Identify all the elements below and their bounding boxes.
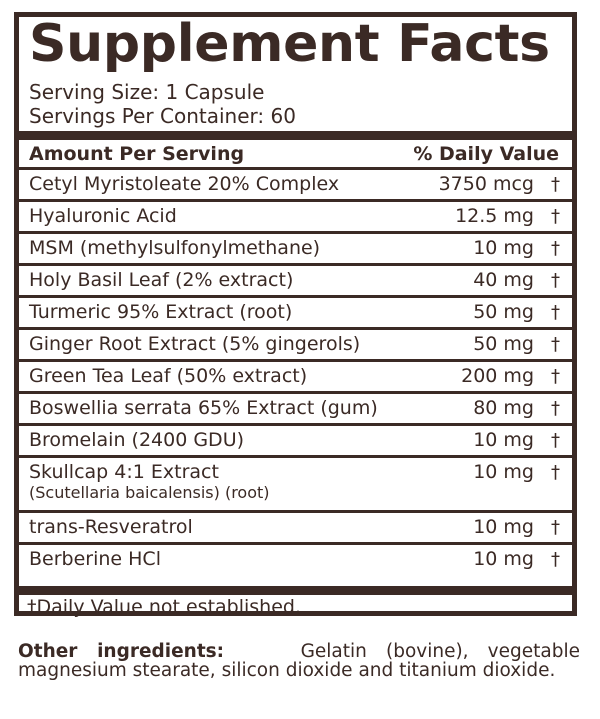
ingredient-amount: 3750 mcg <box>438 173 534 195</box>
ingredient-subtitle: (Scutellaria baicalensis) (root) <box>29 483 270 502</box>
thick-divider-bottom <box>19 586 572 595</box>
ingredient-amount: 10 mg <box>473 548 534 570</box>
dagger-icon: † <box>551 430 560 451</box>
ingredient-name: trans-Resveratrol <box>29 516 193 538</box>
amount-per-serving-header: Amount Per Serving <box>29 143 245 165</box>
table-row <box>19 513 572 545</box>
dagger-icon: † <box>551 206 560 227</box>
table-row <box>19 394 572 426</box>
ingredient-amount: 80 mg <box>473 397 534 419</box>
ingredient-name: Cetyl Myristoleate 20% Complex <box>29 173 340 195</box>
ingredient-amount: 10 mg <box>473 516 534 538</box>
ingredient-table <box>19 170 572 577</box>
table-row <box>19 330 572 362</box>
ingredient-name: Ginger Root Extract (5% gingerols) <box>29 333 361 355</box>
table-header <box>19 140 572 170</box>
ingredient-amount: 10 mg <box>473 429 534 451</box>
ingredient-name: MSM (methylsulfonylmethane) <box>29 237 321 259</box>
dagger-icon: † <box>551 398 560 419</box>
dagger-icon: † <box>551 174 560 195</box>
ingredient-amount: 200 mg <box>461 365 534 387</box>
dagger-icon: † <box>551 270 560 291</box>
table-row <box>19 298 572 330</box>
other-ingredients <box>18 642 580 680</box>
ingredient-amount: 12.5 mg <box>455 205 534 227</box>
serving-size: Serving Size: 1 Capsule <box>29 80 265 104</box>
other-ingredients-label: Other ingredients: <box>18 641 225 662</box>
table-row <box>19 362 572 394</box>
dagger-icon: † <box>551 334 560 355</box>
table-row <box>19 545 572 577</box>
dagger-icon: † <box>551 366 560 387</box>
ingredient-name: Turmeric 95% Extract (root) <box>29 301 293 323</box>
thick-divider <box>19 131 572 140</box>
ingredient-name: Hyaluronic Acid <box>29 205 177 227</box>
ingredient-name: Boswellia serrata 65% Extract (gum) <box>29 397 378 419</box>
servings-per-container: Servings Per Container: 60 <box>29 104 296 128</box>
ingredient-name: Bromelain (2400 GDU) <box>29 429 245 451</box>
ingredient-amount: 10 mg <box>473 237 534 259</box>
dagger-icon: † <box>551 302 560 323</box>
ingredient-amount: 50 mg <box>473 333 534 355</box>
ingredient-amount: 40 mg <box>473 269 534 291</box>
panel-title: Supplement Facts <box>29 14 550 74</box>
dagger-icon: † <box>551 549 560 570</box>
daily-value-header: % Daily Value <box>413 143 559 165</box>
table-row <box>19 234 572 266</box>
ingredient-name: Berberine HCl <box>29 548 161 570</box>
ingredient-name: Holy Basil Leaf (2% extract) <box>29 269 294 291</box>
other-ingredients-text: Gelatin (bovine), vegetable magnesium stearate, silicon dioxide and titanium dioxide. <box>18 641 580 681</box>
ingredient-name: Green Tea Leaf (50% extract) <box>29 365 308 387</box>
table-row <box>19 426 572 458</box>
daily-value-footnote: †Daily Value not established. <box>27 596 302 618</box>
dagger-icon: † <box>551 238 560 259</box>
supplement-facts-panel <box>14 12 577 616</box>
dagger-icon: † <box>551 462 560 483</box>
dagger-icon: † <box>551 517 560 538</box>
ingredient-amount: 10 mg <box>473 461 534 483</box>
table-row <box>19 170 572 202</box>
ingredient-name: Skullcap 4:1 Extract <box>29 461 219 483</box>
table-row <box>19 458 572 513</box>
ingredient-amount: 50 mg <box>473 301 534 323</box>
table-row <box>19 202 572 234</box>
table-row <box>19 266 572 298</box>
